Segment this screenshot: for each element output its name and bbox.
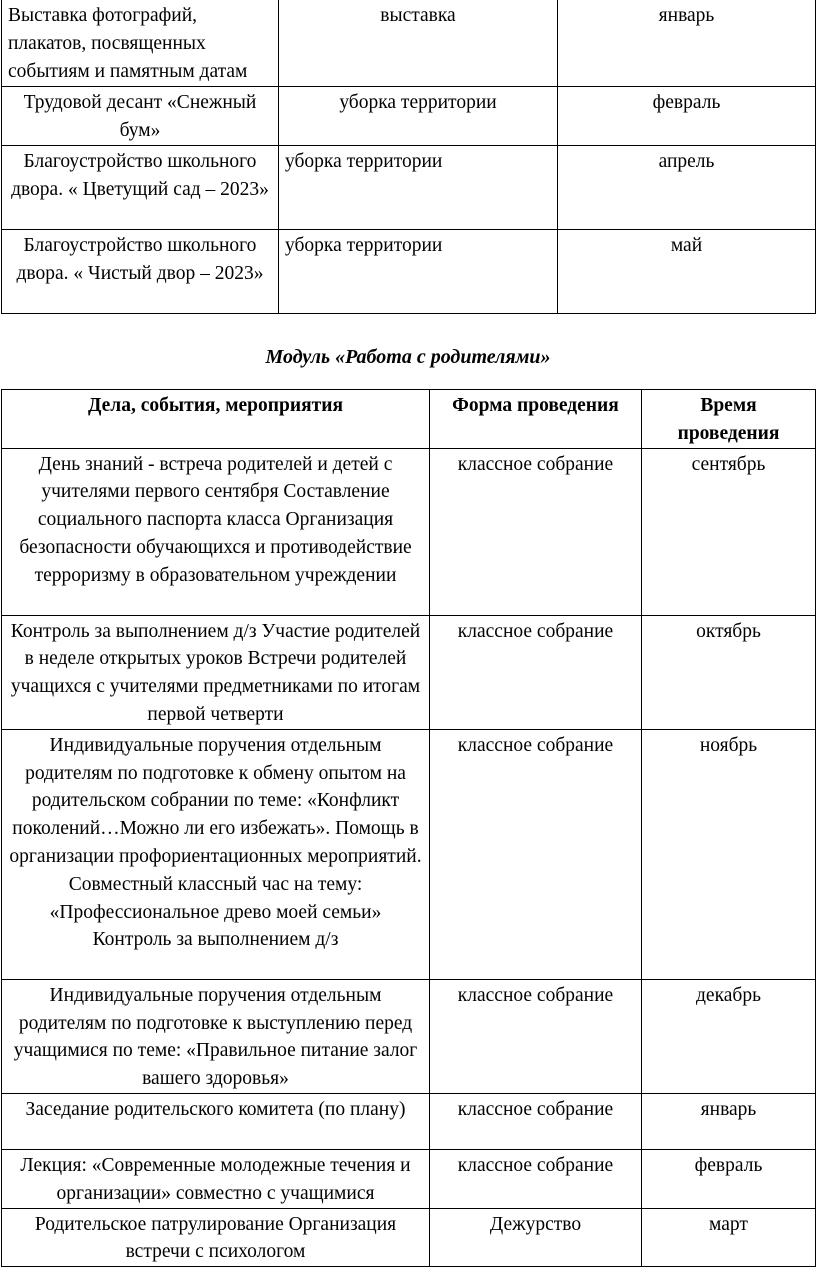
event-cell: Контроль за выполнением д/з Участие родителей в неделе открытых уроков Встречи родителей учащихся с учителями предметниками по итогам первой четверти [2, 615, 430, 729]
time-cell: январь [558, 0, 816, 87]
form-cell: классное собрание [430, 729, 642, 979]
time-cell: ноябрь [642, 729, 816, 979]
form-cell: классное собрание [430, 448, 642, 615]
table-row [2, 979, 816, 1093]
event-cell: Родительское патрулирование Организация встречи с психологом [2, 1208, 430, 1267]
event-cell: Благоустройство школьного двора. « Чистый двор – 2023» [2, 230, 279, 314]
form-cell: классное собрание [430, 615, 642, 729]
table-row [2, 448, 816, 615]
time-cell: октябрь [642, 615, 816, 729]
table-row [2, 146, 816, 230]
event-cell: Лекция: «Современные молодежные течения и организации» совместно с учащимися [2, 1149, 430, 1208]
event-cell: Индивидуальные поручения отдельным родителям по подготовке к обмену опытом на родительском собрании по теме: «Конфликт поколений…Можно ли его избежать». Помощь в организации профориентационных мероприятий. Совместный классный час на тему: «Профессиональное древо моей семьи» Контроль за выполнением д/з [2, 729, 430, 979]
module-title: Модуль «Работа с родителями» [265, 346, 551, 368]
form-cell: классное собрание [430, 1149, 642, 1208]
table-row [2, 1208, 816, 1267]
table-row [2, 0, 816, 87]
event-cell: Благоустройство школьного двора. « Цветущий сад – 2023» [2, 146, 279, 230]
time-cell: сентябрь [642, 448, 816, 615]
table-row [2, 1093, 816, 1149]
table-header-row [2, 390, 816, 449]
time-cell: февраль [558, 87, 816, 146]
table-row [2, 1149, 816, 1208]
form-cell: уборка территории [279, 230, 558, 314]
time-cell: февраль [642, 1149, 816, 1208]
time-cell: май [558, 230, 816, 314]
event-cell: Индивидуальные поручения отдельным родителям по подготовке к выступлению перед учащимися по теме: «Правильное питание залог вашего здоровья» [2, 979, 430, 1093]
header-time: Время проведения [642, 390, 816, 449]
time-cell: апрель [558, 146, 816, 230]
form-cell: Дежурство [430, 1208, 642, 1267]
header-form: Форма проведения [430, 390, 642, 449]
event-cell: Заседание родительского комитета (по плану) [2, 1093, 430, 1149]
header-event: Дела, события, мероприятия [2, 390, 430, 449]
form-cell: уборка территории [279, 146, 558, 230]
time-cell: март [642, 1208, 816, 1267]
time-cell: январь [642, 1093, 816, 1149]
form-cell: уборка территории [279, 87, 558, 146]
table-row [2, 87, 816, 146]
form-cell: выставка [279, 0, 558, 87]
table-row [2, 615, 816, 729]
form-cell: классное собрание [430, 979, 642, 1093]
form-cell: классное собрание [430, 1093, 642, 1149]
time-cell: декабрь [642, 979, 816, 1093]
event-cell: Выставка фотографий, плакатов, посвященных событиям и памятным датам [2, 0, 279, 87]
event-cell: День знаний - встреча родителей и детей с учителями первого сентября Составление социального паспорта класса Организация безопасности обучающихся и противодействие терроризму в образовательном учреждении [2, 448, 430, 615]
event-cell: Трудовой десант «Снежный бум» [2, 87, 279, 146]
parents-work-table [1, 389, 816, 1267]
table-row [2, 230, 816, 314]
table-row [2, 729, 816, 979]
events-table-top [1, 0, 816, 314]
